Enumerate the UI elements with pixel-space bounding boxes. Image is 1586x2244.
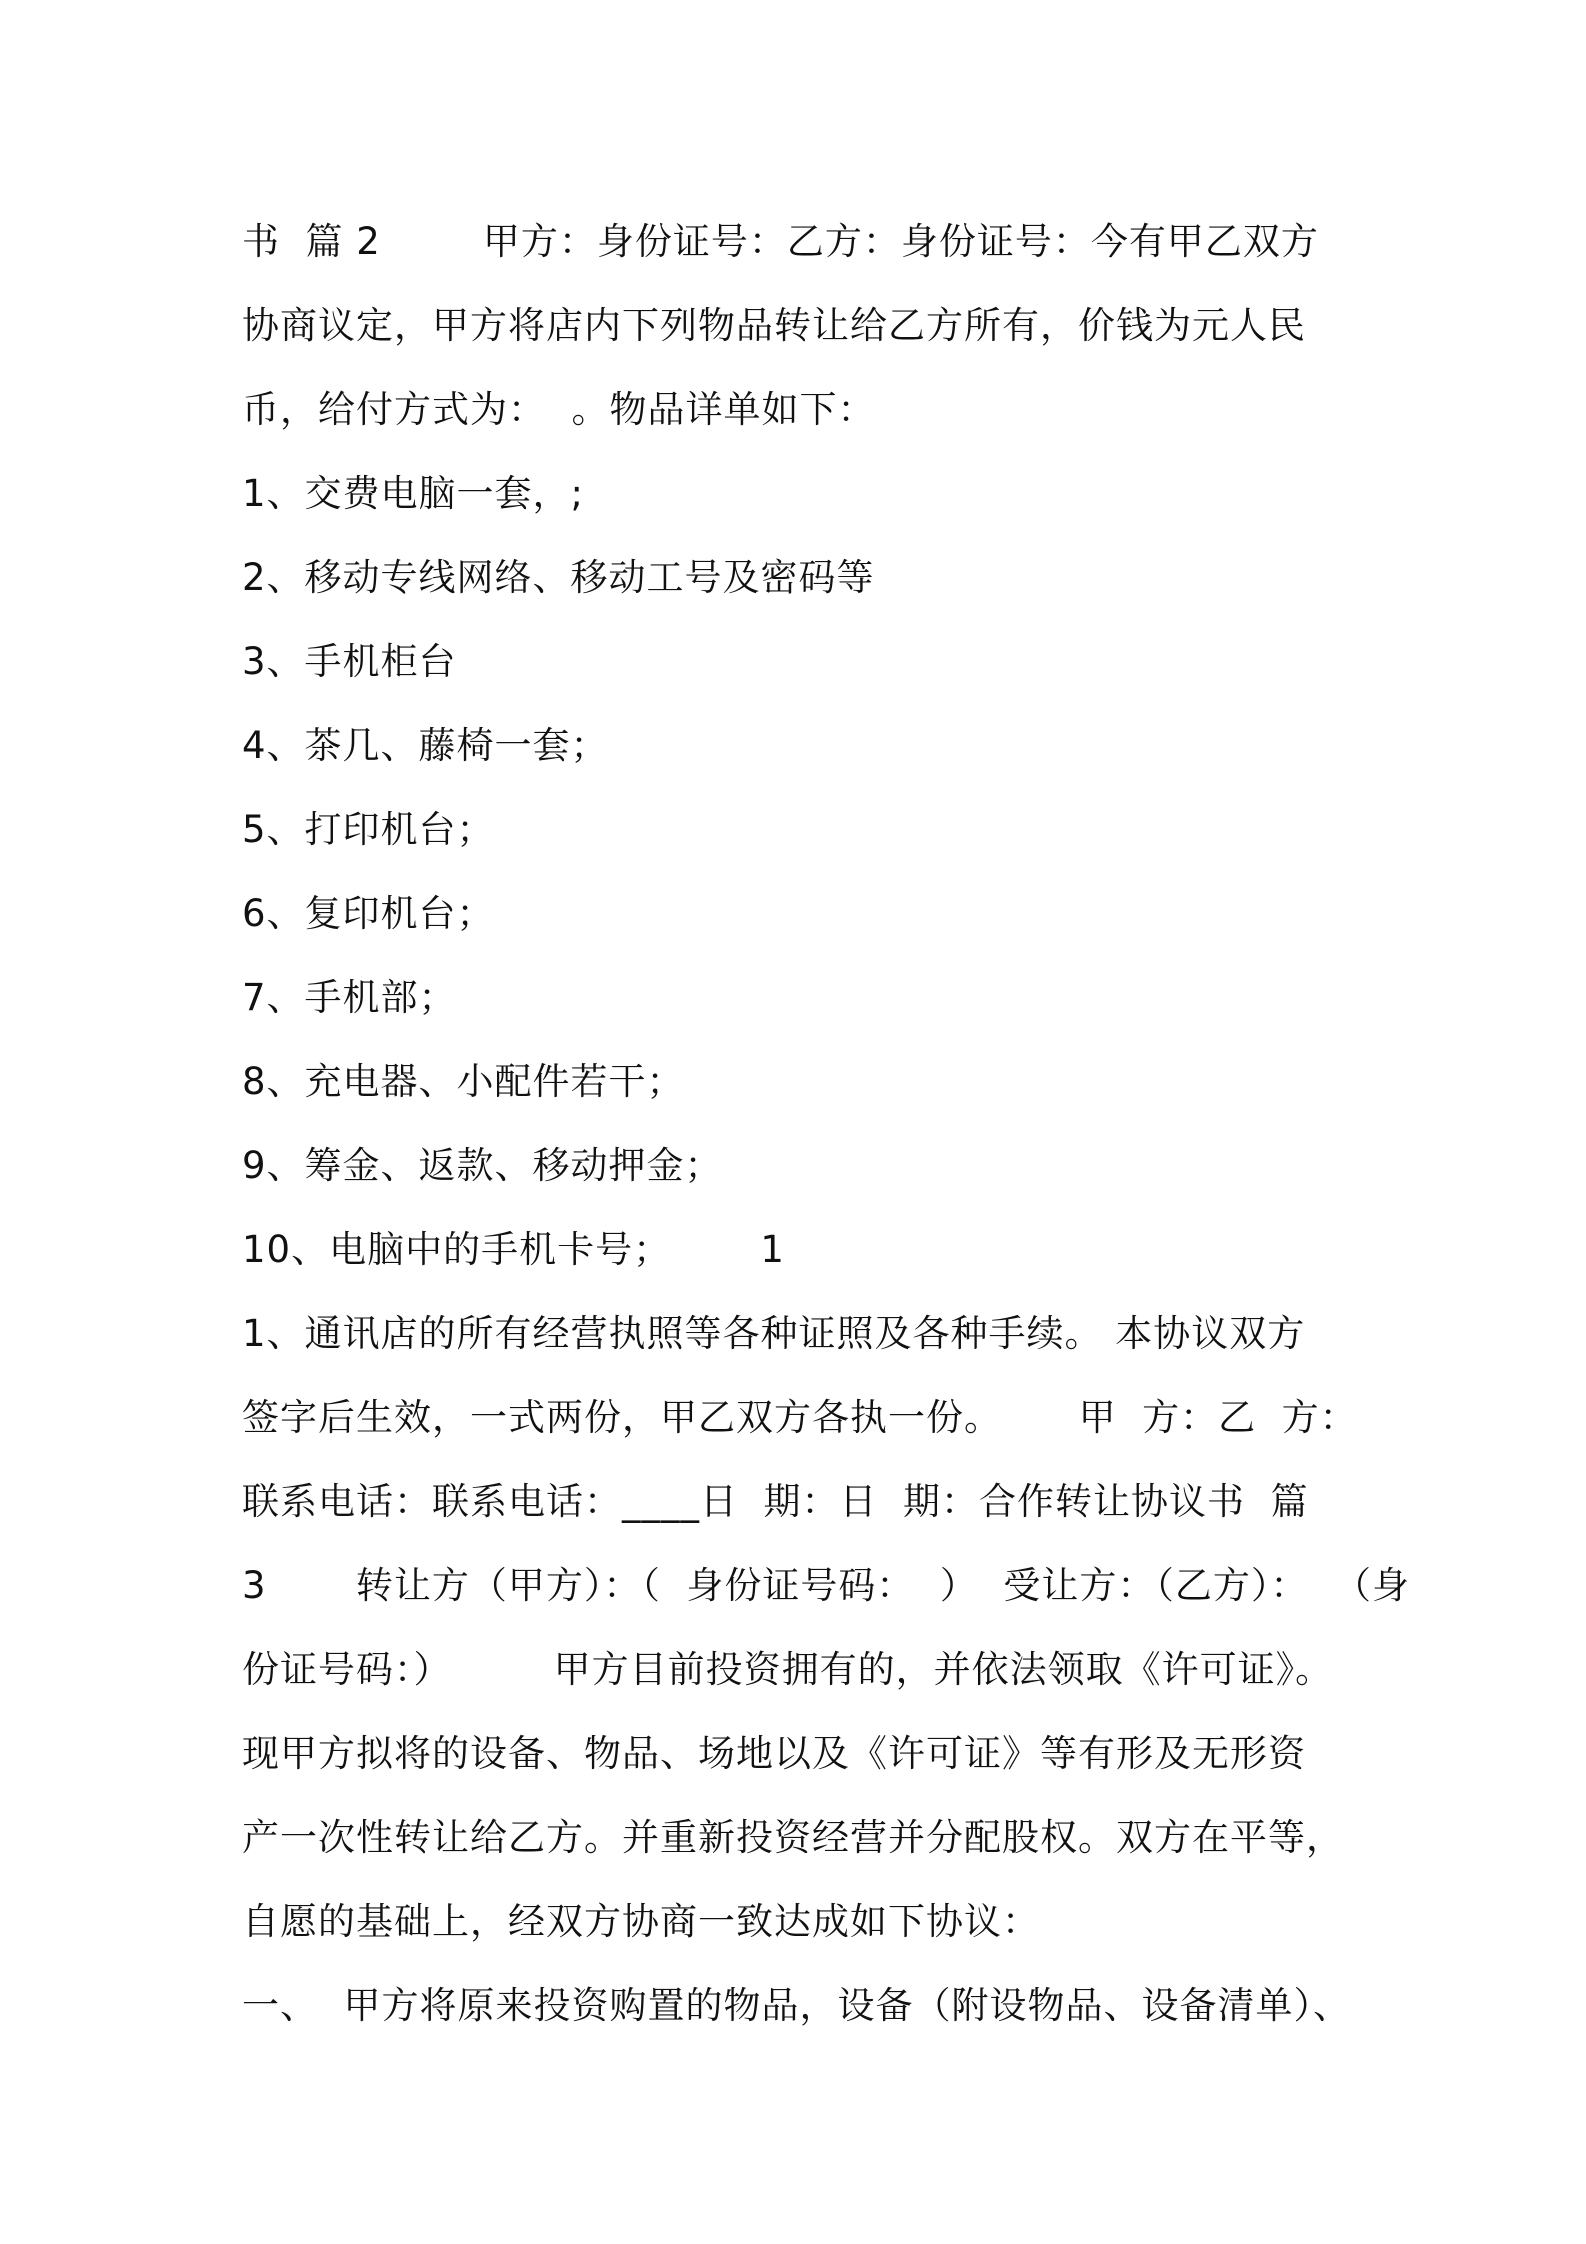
list-item: 2、移动专线网络、移动工号及密码等 <box>242 556 875 599</box>
list-item: 7、手机部； <box>242 976 457 1019</box>
text-line: 联系电话：联系电话：____日 期：日 期：合作转让协议书 篇 <box>242 1480 1309 1523</box>
text-line: 现甲方拟将的设备、物品、场地以及《许可证》等有形及无形资 <box>242 1732 1306 1775</box>
list-item: 10、电脑中的手机卡号； 1 <box>242 1228 785 1271</box>
list-item: 4、茶几、藤椅一套； <box>242 724 609 767</box>
text-line: 自愿的基础上，经双方协商一致达成如下协议： <box>242 1900 1040 1943</box>
list-item: 6、复印机台； <box>242 892 495 935</box>
document-body <box>242 200 1410 2048</box>
text-line: 币，给付方式为： 。物品详单如下： <box>242 388 876 431</box>
list-item: 3、手机柜台 <box>242 640 457 683</box>
list-item: 8、充电器、小配件若干； <box>242 1060 685 1103</box>
text-line: 协商议定，甲方将店内下列物品转让给乙方所有，价钱为元人民 <box>242 304 1306 347</box>
text-line: 1、通讯店的所有经营执照等各种证照及各种手续。 本协议双方 <box>242 1312 1306 1355</box>
list-item: 5、打印机台； <box>242 808 495 851</box>
text-line: 产一次性转让给乙方。并重新投资经营并分配股权。双方在平等， <box>242 1816 1344 1859</box>
text-line: 一、 甲方将原来投资购置的物品，设备（附设物品、设备清单）、 <box>242 1984 1352 2027</box>
list-item: 9、筹金、返款、移动押金； <box>242 1144 723 1187</box>
text-line: 书 篇 2 甲方：身份证号：乙方：身份证号：今有甲乙双方 <box>242 220 1319 263</box>
list-item: 1、交费电脑一套，; <box>242 472 585 515</box>
text-line: 签字后生效，一式两份，甲乙双方各执一份。 甲 方：乙 方： <box>242 1396 1358 1439</box>
text-line: 份证号码：） 甲方目前投资拥有的，并依法领取《许可证》。 <box>242 1648 1334 1691</box>
text-line: 3 转让方（甲方）：（ 身份证号码： ） 受让方：（乙方）： （身 <box>242 1564 1410 1607</box>
